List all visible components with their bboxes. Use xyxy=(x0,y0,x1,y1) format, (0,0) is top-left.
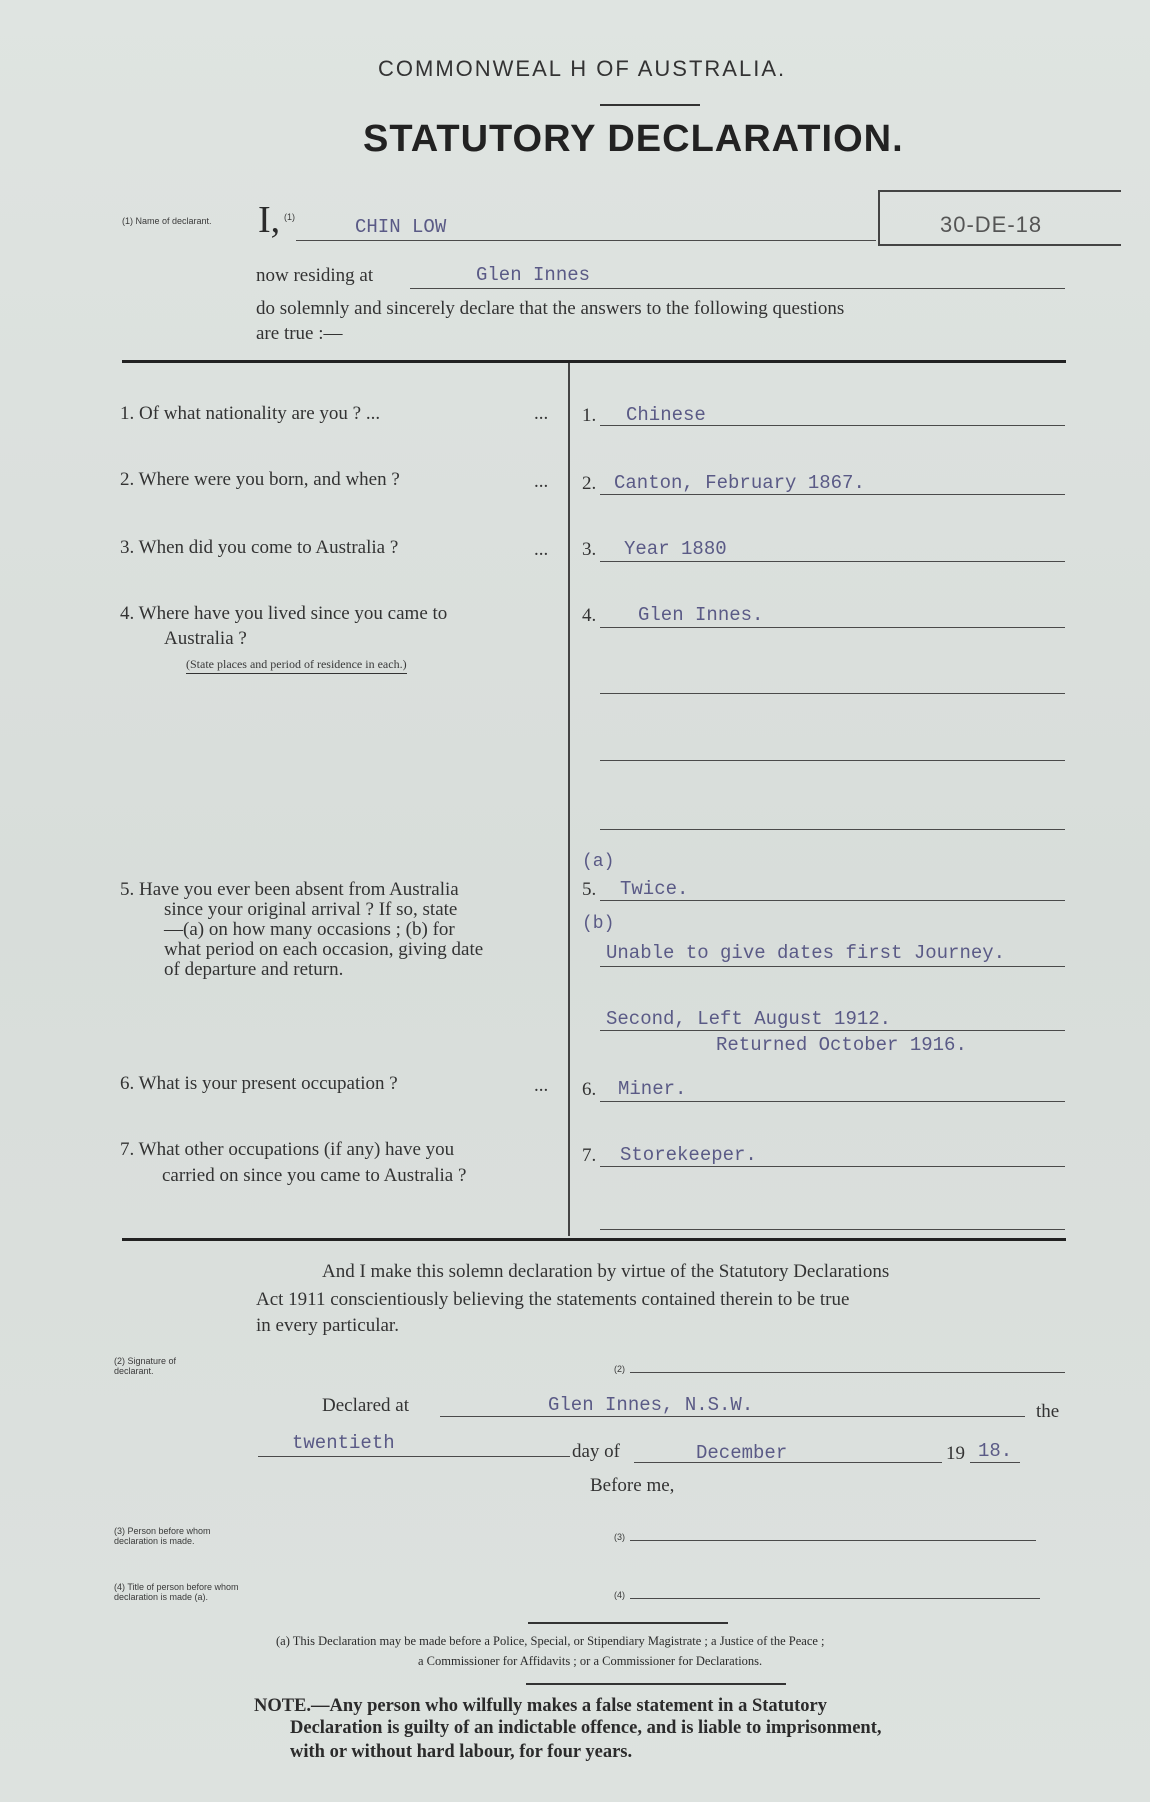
person-marker: (3) xyxy=(614,1532,625,1542)
question-1-dots: ... xyxy=(534,403,549,424)
declare-text-2: are true :— xyxy=(256,323,343,344)
note-line-3: with or without hard labour, for four years. xyxy=(290,1742,633,1762)
form-title: STATUTORY DECLARATION. xyxy=(363,118,904,160)
answer-7: Storekeeper. xyxy=(620,1144,757,1166)
answer-5-num: 5. xyxy=(582,879,597,900)
declarant-name: CHIN LOW xyxy=(355,216,447,238)
answer-5a: Twice. xyxy=(620,878,689,900)
heading-rule xyxy=(600,104,700,106)
question-4-line1: 4. Where have you lived since you came to xyxy=(120,603,448,624)
question-7-line1: 7. What other occupations (if any) have you xyxy=(120,1139,455,1160)
answer-1: Chinese xyxy=(626,404,706,426)
question-5-line4: what period on each occasion, giving date xyxy=(164,939,484,960)
answer-4-num: 4. xyxy=(582,605,597,626)
signature-side-label: (2) Signature of declarant. xyxy=(114,1356,177,1376)
answer-2-rule xyxy=(600,494,1065,495)
question-6: 6. What is your present occupation ? xyxy=(120,1073,398,1094)
question-4-line2: Australia ? xyxy=(164,628,247,649)
declared-month-rule xyxy=(634,1462,942,1463)
declared-place: Glen Innes, N.S.W. xyxy=(548,1394,754,1416)
question-5-line3: —(a) on how many occasions ; (b) for xyxy=(164,919,455,940)
answer-5a-label: (a) xyxy=(582,852,615,872)
name-rule xyxy=(296,240,876,241)
answer-4-rule-1 xyxy=(600,627,1065,628)
answer-5b-rule-1 xyxy=(600,966,1065,967)
solemn-line-2: Act 1911 conscientiously believing the statements contained therein to be true xyxy=(256,1289,850,1310)
answer-1-rule xyxy=(600,425,1065,426)
question-5-line5: of departure and return. xyxy=(164,959,344,980)
note-line-1: NOTE.—Any person who wilfully makes a false statement in a Statutory xyxy=(254,1696,827,1716)
signature-marker: (2) xyxy=(614,1364,625,1374)
answer-5b-line1: Unable to give dates first Journey. xyxy=(606,942,1006,964)
question-7-line2: carried on since you came to Australia ? xyxy=(162,1165,467,1186)
question-4-note: (State places and period of residence in each.) xyxy=(186,657,407,674)
person-side-label: (3) Person before whom declaration is made. xyxy=(114,1526,211,1546)
signature-rule[interactable] xyxy=(630,1372,1065,1373)
declared-day: twentieth xyxy=(292,1432,395,1454)
question-5-line2: since your original arrival ? If so, state xyxy=(164,899,458,920)
title-rule[interactable] xyxy=(630,1598,1040,1599)
footnote-line-1: (a) This Declaration may be made before a Police, Special, or Stipendiary Magistrate ; a Justice of the Peace ; xyxy=(276,1634,825,1648)
residence: Glen Innes xyxy=(476,264,591,286)
question-5-line1: 5. Have you ever been absent from Australia xyxy=(120,879,459,900)
answer-5b-label: (b) xyxy=(582,914,615,934)
date-stamp: 30-DE-18 xyxy=(940,212,1043,237)
question-3: 3. When did you come to Australia ? xyxy=(120,537,399,558)
top-rule xyxy=(122,360,1066,363)
answer-4-rule-2 xyxy=(600,693,1065,694)
title-side-label: (4) Title of person before whom declaration is made (a). xyxy=(114,1582,239,1602)
answer-1-num: 1. xyxy=(582,405,597,426)
declarant-prefix: I, xyxy=(258,199,281,241)
question-2: 2. Where were you born, and when ? xyxy=(120,469,400,490)
answer-4-rule-3 xyxy=(600,760,1065,761)
answer-3-rule xyxy=(600,561,1065,562)
declare-text-1: do solemnly and sincerely declare that the answers to the following questions xyxy=(256,298,845,319)
residence-rule xyxy=(410,288,1065,289)
note-rule xyxy=(526,1683,786,1685)
column-divider xyxy=(568,363,570,1236)
residing-label: now residing at xyxy=(256,265,374,286)
before-me: Before me, xyxy=(590,1475,675,1496)
answer-2: Canton, February 1867. xyxy=(614,472,865,494)
answer-2-num: 2. xyxy=(582,473,597,494)
declarant-side-label: (1) Name of declarant. xyxy=(122,216,212,226)
footnote-line-2: a Commissioner for Affidavits ; or a Commissioner for Declarations. xyxy=(418,1654,763,1668)
country-heading: COMMONWEAL H OF AUSTRALIA. xyxy=(378,56,787,81)
answer-5b-rule-2 xyxy=(600,1030,1065,1031)
question-3-dots: ... xyxy=(534,539,549,560)
declared-year: 18. xyxy=(978,1440,1013,1462)
answer-6-rule xyxy=(600,1101,1065,1102)
declared-day-rule xyxy=(258,1456,570,1457)
answer-3: Year 1880 xyxy=(624,538,727,560)
answer-4: Glen Innes. xyxy=(638,604,764,626)
footnote-rule xyxy=(528,1622,728,1624)
declared-place-rule xyxy=(440,1416,1025,1417)
answer-3-num: 3. xyxy=(582,539,597,560)
answer-6: Miner. xyxy=(618,1078,687,1100)
question-1: 1. Of what nationality are you ? ... xyxy=(120,403,381,424)
declared-the: the xyxy=(1036,1401,1060,1422)
declared-year-rule xyxy=(970,1462,1020,1463)
person-rule[interactable] xyxy=(630,1540,1036,1541)
question-6-dots: ... xyxy=(534,1075,549,1096)
declared-year-prefix: 19 xyxy=(946,1443,965,1464)
declared-at-label: Declared at xyxy=(322,1395,410,1416)
solemn-line-3: in every particular. xyxy=(256,1315,399,1336)
declared-day-of: day of xyxy=(572,1441,621,1462)
declared-month: December xyxy=(696,1442,788,1464)
note-line-2: Declaration is guilty of an indictable offence, and is liable to imprisonment, xyxy=(290,1718,882,1738)
solemn-line-1: And I make this solemn declaration by virtue of the Statutory Declarations xyxy=(322,1261,890,1282)
answer-5b-line3: Returned October 1916. xyxy=(716,1034,967,1056)
answer-7-rule-2 xyxy=(600,1229,1065,1230)
title-marker: (4) xyxy=(614,1590,625,1600)
answer-7-rule-1 xyxy=(600,1166,1065,1167)
answer-5a-rule xyxy=(600,900,1065,901)
answer-6-num: 6. xyxy=(582,1079,597,1100)
answer-4-rule-4 xyxy=(600,829,1065,830)
bottom-rule xyxy=(122,1238,1066,1241)
answer-7-num: 7. xyxy=(582,1145,597,1166)
declarant-marker: (1) xyxy=(284,212,295,222)
question-2-dots: ... xyxy=(534,471,549,492)
answer-5b-line2: Second, Left August 1912. xyxy=(606,1008,892,1030)
